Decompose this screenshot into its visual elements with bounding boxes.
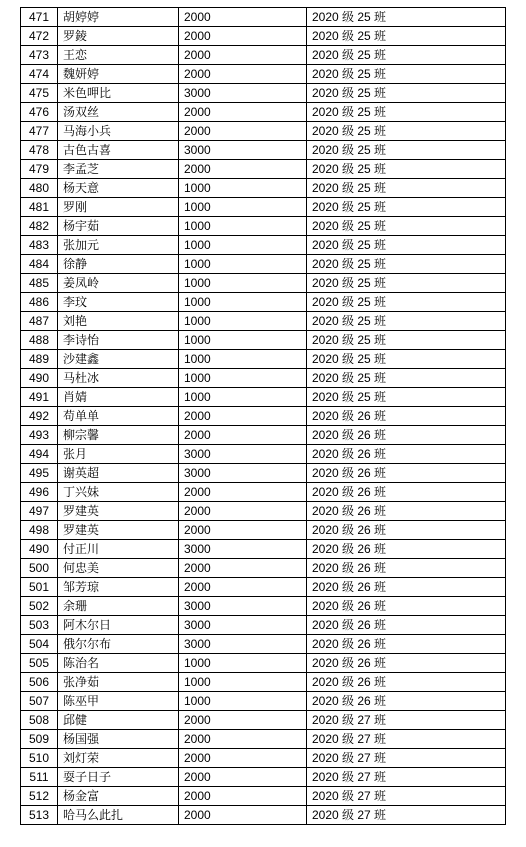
class-cell: 2020 级 26 班 (307, 673, 506, 692)
table-row (21, 711, 506, 730)
amount-cell: 2000 (179, 407, 307, 426)
class-cell: 2020 级 25 班 (307, 46, 506, 65)
student-name-cell: 哈马么此扎 (58, 806, 179, 825)
row-number-cell: 504 (21, 635, 58, 654)
row-number-cell: 486 (21, 293, 58, 312)
row-number-cell: 476 (21, 103, 58, 122)
table-row (21, 331, 506, 350)
student-name-cell: 邹芳琼 (58, 578, 179, 597)
table-row (21, 274, 506, 293)
row-number-cell: 490 (21, 369, 58, 388)
student-name-cell: 刘艳 (58, 312, 179, 331)
table-row (21, 673, 506, 692)
class-cell: 2020 级 25 班 (307, 255, 506, 274)
class-cell: 2020 级 26 班 (307, 426, 506, 445)
student-name-cell: 刘灯荣 (58, 749, 179, 768)
table-row (21, 141, 506, 160)
amount-cell: 2000 (179, 521, 307, 540)
class-cell: 2020 级 27 班 (307, 806, 506, 825)
table-row (21, 445, 506, 464)
amount-cell: 1000 (179, 673, 307, 692)
row-number-cell: 488 (21, 331, 58, 350)
row-number-cell: 509 (21, 730, 58, 749)
table-row (21, 27, 506, 46)
table-row (21, 122, 506, 141)
class-cell: 2020 级 26 班 (307, 521, 506, 540)
amount-cell: 2000 (179, 483, 307, 502)
row-number-cell: 481 (21, 198, 58, 217)
row-number-cell: 494 (21, 445, 58, 464)
table-row (21, 350, 506, 369)
row-number-cell: 477 (21, 122, 58, 141)
student-name-cell: 杨宇茹 (58, 217, 179, 236)
student-name-cell: 罗建英 (58, 521, 179, 540)
class-cell: 2020 级 26 班 (307, 464, 506, 483)
class-cell: 2020 级 25 班 (307, 198, 506, 217)
student-name-cell: 何忠美 (58, 559, 179, 578)
row-number-cell: 512 (21, 787, 58, 806)
table-row (21, 407, 506, 426)
row-number-cell: 487 (21, 312, 58, 331)
row-number-cell: 491 (21, 388, 58, 407)
table-row (21, 578, 506, 597)
table-row (21, 502, 506, 521)
amount-cell: 1000 (179, 217, 307, 236)
table-row (21, 46, 506, 65)
amount-cell: 1000 (179, 350, 307, 369)
class-cell: 2020 级 25 班 (307, 141, 506, 160)
amount-cell: 1000 (179, 255, 307, 274)
class-cell: 2020 级 25 班 (307, 103, 506, 122)
student-name-cell: 马海小兵 (58, 122, 179, 141)
amount-cell: 1000 (179, 388, 307, 407)
table-row (21, 217, 506, 236)
amount-cell: 2000 (179, 806, 307, 825)
amount-cell: 2000 (179, 27, 307, 46)
class-cell: 2020 级 25 班 (307, 293, 506, 312)
amount-cell: 1000 (179, 312, 307, 331)
table-row (21, 692, 506, 711)
row-number-cell: 498 (21, 521, 58, 540)
student-name-cell: 李诗怡 (58, 331, 179, 350)
class-cell: 2020 级 25 班 (307, 8, 506, 27)
row-number-cell: 503 (21, 616, 58, 635)
amount-cell: 3000 (179, 635, 307, 654)
student-name-cell: 付正川 (58, 540, 179, 559)
student-name-cell: 罗錂 (58, 27, 179, 46)
amount-cell: 3000 (179, 540, 307, 559)
class-cell: 2020 级 26 班 (307, 483, 506, 502)
student-name-cell: 阿木尔日 (58, 616, 179, 635)
class-cell: 2020 级 26 班 (307, 597, 506, 616)
class-cell: 2020 级 25 班 (307, 122, 506, 141)
row-number-cell: 493 (21, 426, 58, 445)
student-name-cell: 丁兴妹 (58, 483, 179, 502)
class-cell: 2020 级 25 班 (307, 236, 506, 255)
table-row (21, 749, 506, 768)
student-name-cell: 杨天意 (58, 179, 179, 198)
student-list-table (20, 7, 506, 825)
table-row (21, 464, 506, 483)
class-cell: 2020 级 26 班 (307, 540, 506, 559)
amount-cell: 2000 (179, 8, 307, 27)
amount-cell: 2000 (179, 711, 307, 730)
amount-cell: 2000 (179, 502, 307, 521)
row-number-cell: 510 (21, 749, 58, 768)
amount-cell: 2000 (179, 768, 307, 787)
amount-cell: 2000 (179, 749, 307, 768)
row-number-cell: 473 (21, 46, 58, 65)
class-cell: 2020 级 25 班 (307, 84, 506, 103)
amount-cell: 3000 (179, 616, 307, 635)
student-name-cell: 罗刚 (58, 198, 179, 217)
table-row (21, 597, 506, 616)
row-number-cell: 483 (21, 236, 58, 255)
student-name-cell: 汤双丝 (58, 103, 179, 122)
row-number-cell: 496 (21, 483, 58, 502)
class-cell: 2020 级 27 班 (307, 768, 506, 787)
class-cell: 2020 级 27 班 (307, 787, 506, 806)
row-number-cell: 479 (21, 160, 58, 179)
table-row (21, 236, 506, 255)
student-name-cell: 张加元 (58, 236, 179, 255)
class-cell: 2020 级 26 班 (307, 616, 506, 635)
table-row (21, 806, 506, 825)
amount-cell: 3000 (179, 464, 307, 483)
row-number-cell: 480 (21, 179, 58, 198)
student-name-cell: 米色呷比 (58, 84, 179, 103)
amount-cell: 1000 (179, 692, 307, 711)
table-row (21, 635, 506, 654)
amount-cell: 2000 (179, 46, 307, 65)
amount-cell: 1000 (179, 654, 307, 673)
student-name-cell: 肖婧 (58, 388, 179, 407)
class-cell: 2020 级 25 班 (307, 65, 506, 84)
amount-cell: 3000 (179, 141, 307, 160)
amount-cell: 2000 (179, 787, 307, 806)
table-row (21, 84, 506, 103)
table-row (21, 768, 506, 787)
table-row (21, 65, 506, 84)
student-name-cell: 陈巫甲 (58, 692, 179, 711)
student-name-cell: 胡婷婷 (58, 8, 179, 27)
table-row (21, 369, 506, 388)
table-row (21, 540, 506, 559)
table-row (21, 559, 506, 578)
amount-cell: 1000 (179, 369, 307, 388)
table-row (21, 388, 506, 407)
student-name-cell: 俄尔尔布 (58, 635, 179, 654)
student-name-cell: 李孟芝 (58, 160, 179, 179)
class-cell: 2020 级 26 班 (307, 445, 506, 464)
class-cell: 2020 级 26 班 (307, 502, 506, 521)
row-number-cell: 492 (21, 407, 58, 426)
row-number-cell: 471 (21, 8, 58, 27)
table-row (21, 654, 506, 673)
amount-cell: 1000 (179, 236, 307, 255)
row-number-cell: 505 (21, 654, 58, 673)
class-cell: 2020 级 26 班 (307, 578, 506, 597)
row-number-cell: 482 (21, 217, 58, 236)
class-cell: 2020 级 25 班 (307, 350, 506, 369)
amount-cell: 1000 (179, 274, 307, 293)
table-row (21, 616, 506, 635)
amount-cell: 2000 (179, 730, 307, 749)
amount-cell: 2000 (179, 578, 307, 597)
class-cell: 2020 级 25 班 (307, 388, 506, 407)
amount-cell: 1000 (179, 331, 307, 350)
student-name-cell: 谢英超 (58, 464, 179, 483)
row-number-cell: 511 (21, 768, 58, 787)
amount-cell: 1000 (179, 198, 307, 217)
class-cell: 2020 级 25 班 (307, 331, 506, 350)
row-number-cell: 475 (21, 84, 58, 103)
table-row (21, 730, 506, 749)
row-number-cell: 495 (21, 464, 58, 483)
class-cell: 2020 级 27 班 (307, 711, 506, 730)
class-cell: 2020 级 26 班 (307, 635, 506, 654)
student-name-cell: 张月 (58, 445, 179, 464)
table-row (21, 312, 506, 331)
amount-cell: 2000 (179, 122, 307, 141)
table-row (21, 198, 506, 217)
student-name-cell: 耍子日子 (58, 768, 179, 787)
amount-cell: 2000 (179, 160, 307, 179)
student-name-cell: 古色古喜 (58, 141, 179, 160)
table-row (21, 255, 506, 274)
class-cell: 2020 级 25 班 (307, 274, 506, 293)
row-number-cell: 507 (21, 692, 58, 711)
class-cell: 2020 级 26 班 (307, 654, 506, 673)
amount-cell: 2000 (179, 65, 307, 84)
row-number-cell: 501 (21, 578, 58, 597)
class-cell: 2020 级 25 班 (307, 160, 506, 179)
student-name-cell: 陈治名 (58, 654, 179, 673)
table-row (21, 293, 506, 312)
row-number-cell: 502 (21, 597, 58, 616)
class-cell: 2020 级 25 班 (307, 312, 506, 331)
student-name-cell: 柳宗馨 (58, 426, 179, 445)
row-number-cell: 500 (21, 559, 58, 578)
table-row (21, 483, 506, 502)
amount-cell: 3000 (179, 445, 307, 464)
row-number-cell: 472 (21, 27, 58, 46)
table-row (21, 426, 506, 445)
row-number-cell: 485 (21, 274, 58, 293)
class-cell: 2020 级 25 班 (307, 217, 506, 236)
class-cell: 2020 级 25 班 (307, 179, 506, 198)
student-name-cell: 杨国强 (58, 730, 179, 749)
class-cell: 2020 级 26 班 (307, 692, 506, 711)
amount-cell: 3000 (179, 84, 307, 103)
row-number-cell: 474 (21, 65, 58, 84)
table-row (21, 787, 506, 806)
row-number-cell: 497 (21, 502, 58, 521)
student-name-cell: 杨金富 (58, 787, 179, 806)
class-cell: 2020 级 25 班 (307, 369, 506, 388)
row-number-cell: 478 (21, 141, 58, 160)
row-number-cell: 508 (21, 711, 58, 730)
student-name-cell: 李玟 (58, 293, 179, 312)
class-cell: 2020 级 27 班 (307, 730, 506, 749)
row-number-cell: 506 (21, 673, 58, 692)
class-cell: 2020 级 26 班 (307, 559, 506, 578)
class-cell: 2020 级 27 班 (307, 749, 506, 768)
class-cell: 2020 级 26 班 (307, 407, 506, 426)
row-number-cell: 489 (21, 350, 58, 369)
amount-cell: 2000 (179, 426, 307, 445)
student-name-cell: 张净茹 (58, 673, 179, 692)
table-row (21, 8, 506, 27)
student-name-cell: 马杜冰 (58, 369, 179, 388)
amount-cell: 1000 (179, 179, 307, 198)
student-name-cell: 魏妍婷 (58, 65, 179, 84)
row-number-cell: 513 (21, 806, 58, 825)
student-name-cell: 沙建鑫 (58, 350, 179, 369)
table-row (21, 521, 506, 540)
amount-cell: 2000 (179, 559, 307, 578)
student-name-cell: 苟单单 (58, 407, 179, 426)
class-cell: 2020 级 25 班 (307, 27, 506, 46)
amount-cell: 3000 (179, 597, 307, 616)
amount-cell: 1000 (179, 293, 307, 312)
table-body (21, 8, 506, 825)
amount-cell: 2000 (179, 103, 307, 122)
student-name-cell: 邱健 (58, 711, 179, 730)
student-name-cell: 王恋 (58, 46, 179, 65)
table-row (21, 160, 506, 179)
table-row (21, 103, 506, 122)
row-number-cell: 484 (21, 255, 58, 274)
student-name-cell: 姜凤岭 (58, 274, 179, 293)
student-name-cell: 余珊 (58, 597, 179, 616)
table-row (21, 179, 506, 198)
student-name-cell: 罗建英 (58, 502, 179, 521)
student-name-cell: 徐静 (58, 255, 179, 274)
row-number-cell: 490 (21, 540, 58, 559)
